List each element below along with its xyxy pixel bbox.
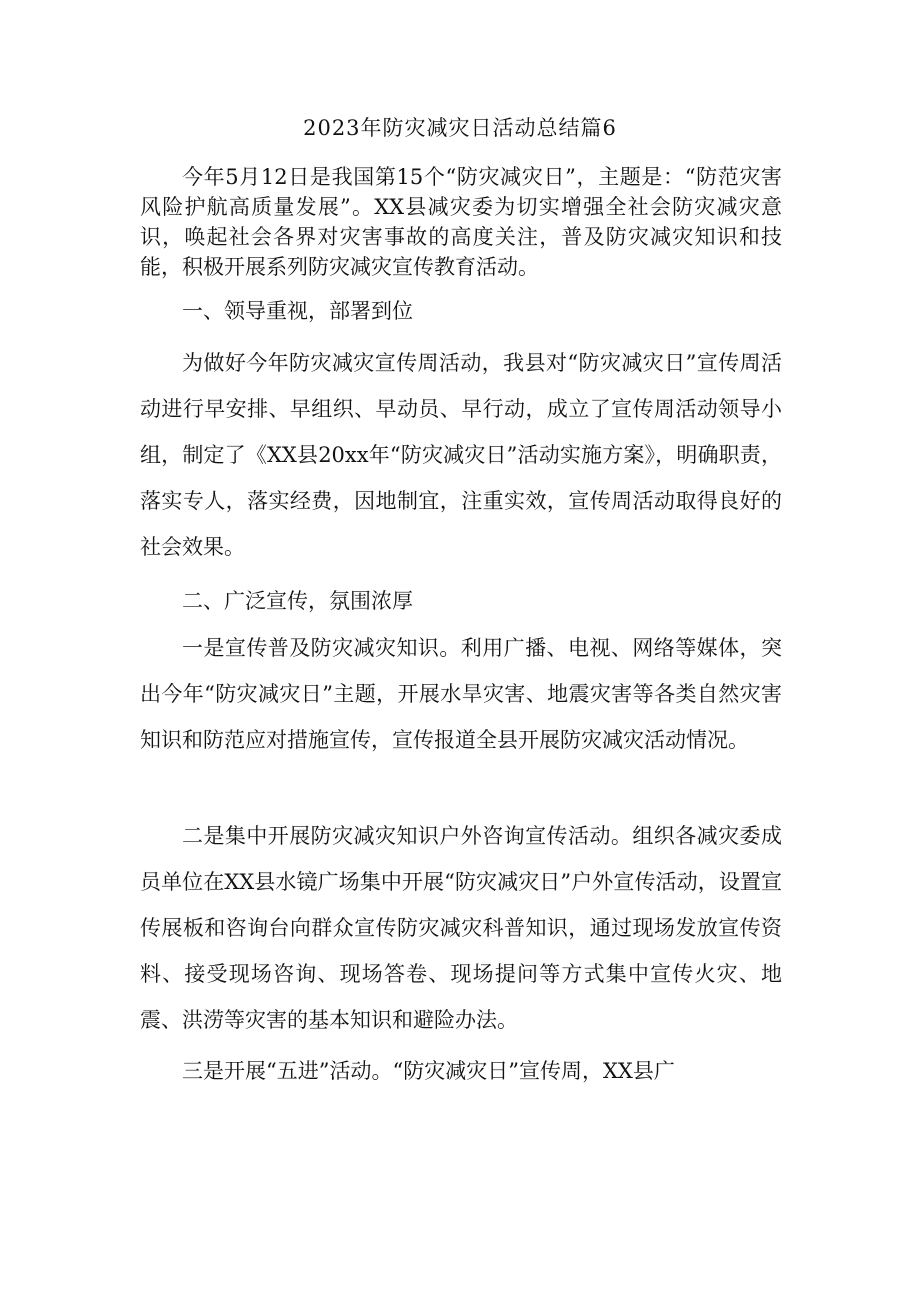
paragraph-1: 为做好今年防灾减灾宣传周活动，我县对“防灾减灾日”宣传周活动进行早安排、早组织、早动员、早行动，成立了宣传周活动领导小组，制定了《XX县20xx年“防灾减灾日”活动实施方案》，明确职责，落实专人，落实经费，因地制宜，注重实效，宣传周活动取得良好的社会效果。 bbox=[140, 351, 782, 559]
section-1-body-block bbox=[140, 340, 782, 570]
intro-block bbox=[140, 162, 782, 282]
section-1-heading-block bbox=[140, 288, 782, 334]
paragraph-3: 二是集中开展防灾减灾知识户外咨询宣传活动。组织各减灾委成员单位在XX县水镜广场集中开展“防灾减灾日”户外宣传活动，设置宣传展板和咨询台向群众宣传防灾减灾科普知识，通过现场发放宣传资料、接受现场咨询、现场答卷、现场提问等方式集中宣传火灾、地震、洪涝等灾害的基本知识和避险办法。 bbox=[140, 824, 782, 1032]
paragraph-4: 三是开展“五进”活动。“防灾减灾日”宣传周，XX县广 bbox=[182, 1059, 675, 1083]
document-title: 2023年防灾减灾日活动总结篇6 bbox=[303, 116, 617, 140]
paragraph-2: 一是宣传普及防灾减灾知识。利用广播、电视、网络等媒体，突出今年“防灾减灾日”主题，开展水旱灾害、地震灾害等各类自然灾害知识和防范应对措施宣传，宣传报道全县开展防灾减灾活动情况。 bbox=[140, 636, 782, 752]
section-2-body-block-1 bbox=[140, 625, 782, 763]
section-heading-2: 二、广泛宣传，氛围浓厚 bbox=[182, 589, 413, 613]
section-2-body-block-2 bbox=[140, 813, 782, 1043]
section-2-body-block-3 bbox=[140, 1048, 782, 1094]
intro-paragraph: 今年5月12日是我国第15个“防灾减灾日”，主题是：“防范灾害风险护航高质量发展”。XX县减灾委为切实增强全社会防灾减灾意识，唤起社会各界对灾害事故的高度关注，普及防灾减灾知识和技能，积极开展系列防灾减灾宣传教育活动。 bbox=[140, 165, 782, 279]
section-heading-1: 一、领导重视，部署到位 bbox=[182, 299, 413, 323]
section-2-heading-block bbox=[140, 578, 782, 624]
